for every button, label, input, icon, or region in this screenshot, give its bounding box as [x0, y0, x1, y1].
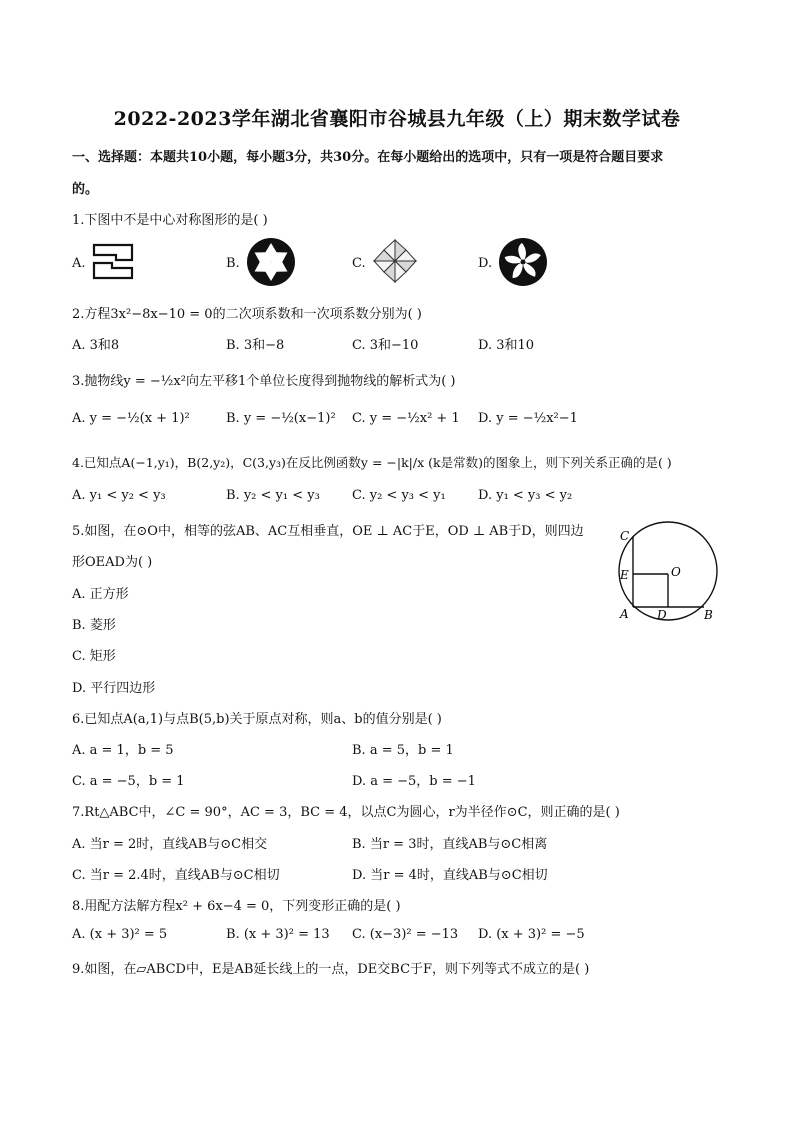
question-8-option-a: A. (x + 3)² = 5: [72, 927, 168, 942]
question-3-option-c: C. y = −½x² + 1: [352, 411, 460, 426]
question-1-option-b-label: B.: [226, 256, 240, 271]
label-d: D: [657, 608, 667, 622]
question-7-option-c: C. 当r = 2.4时，直线AB与⊙C相切: [72, 868, 280, 883]
question-1-option-d-label: D.: [478, 256, 493, 271]
question-6-stem: 6.已知点A(a,1)与点B(5,b)关于原点对称，则a、b的值分别是( ): [72, 712, 442, 727]
question-4-option-d: D. y₁ < y₃ < y₂: [478, 488, 573, 503]
question-8-stem: 8.用配方法解方程x² + 6x−4 = 0，下列变形正确的是( ): [72, 899, 401, 914]
question-5-option-b: B. 菱形: [72, 618, 116, 633]
question-5-option-a: A. 正方形: [72, 587, 129, 602]
option-d-figure: [498, 237, 548, 287]
question-1-stem: 1.下图中不是中心对称图形的是( ): [72, 213, 268, 228]
question-7-option-d: D. 当r = 4时，直线AB与⊙C相切: [352, 868, 548, 883]
question-2-option-b: B. 3和−8: [226, 338, 285, 353]
question-6-option-c: C. a = −5，b = 1: [72, 774, 185, 789]
question-3-option-b: B. y = −½(x−1)²: [226, 411, 336, 426]
question-2-option-c: C. 3和−10: [352, 338, 419, 353]
section-header-line2: 的。: [72, 182, 99, 197]
question-2-stem: 2.方程3x²−8x−10 = 0的二次项系数和一次项系数分别为( ): [72, 307, 422, 322]
question-6-option-d: D. a = −5，b = −1: [352, 774, 476, 789]
question-9-stem: 9.如图，在▱ABCD中，E是AB延长线上的一点，DE交BC于F，则下列等式不成立的是( ): [72, 962, 590, 977]
question-6-option-a: A. a = 1，b = 5: [72, 743, 174, 758]
question-3-option-d: D. y = −½x²−1: [478, 411, 578, 426]
question-5-option-d: D. 平行四边形: [72, 681, 156, 696]
question-5-stem-line1: 5.如图，在⊙O中，相等的弦AB、AC互相垂直，OE ⊥ AC于E，OD ⊥ AB于D，则四边: [72, 524, 584, 539]
question-3-stem: 3.抛物线y = −½x²向左平移1个单位长度得到抛物线的解析式为( ): [72, 374, 456, 389]
question-2-option-d: D. 3和10: [478, 338, 535, 353]
label-o: O: [671, 565, 681, 579]
label-a: A: [620, 607, 629, 621]
option-a-figure: [92, 243, 136, 281]
question-1-option-c-label: C.: [352, 256, 366, 271]
question-4-stem: 4.已知点A(−1,y₁)，B(2,y₂)，C(3,y₃)在反比例函数y = −|k|/x (k是常数)的图象上，则下列关系正确的是( ): [72, 455, 672, 470]
option-c-figure: [372, 238, 418, 284]
label-e: E: [620, 568, 629, 582]
question-2-option-a: A. 3和8: [72, 338, 120, 353]
question-4-option-a: A. y₁ < y₂ < y₃: [72, 488, 166, 503]
question-8-option-d: D. (x + 3)² = −5: [478, 927, 585, 942]
question-3-option-a: A. y = −½(x + 1)²: [72, 411, 190, 426]
question-1-option-a-label: A.: [72, 256, 86, 271]
question-5-stem-line2: 形OEAD为( ): [72, 555, 153, 570]
label-b: B: [704, 608, 713, 622]
label-c: C: [620, 529, 630, 543]
question-5-option-c: C. 矩形: [72, 649, 116, 664]
circle-geometry-figure: [612, 518, 724, 628]
question-8-option-c: C. (x−3)² = −13: [352, 927, 459, 942]
question-7-option-b: B. 当r = 3时，直线AB与⊙C相离: [352, 837, 548, 852]
page-title: 2022-2023学年湖北省襄阳市谷城县九年级（上）期末数学试卷: [113, 108, 681, 130]
question-6-option-b: B. a = 5，b = 1: [352, 743, 454, 758]
question-4-option-b: B. y₂ < y₁ < y₃: [226, 488, 320, 503]
question-4-option-c: C. y₂ < y₃ < y₁: [352, 488, 446, 503]
option-b-figure: [246, 237, 296, 287]
question-8-option-b: B. (x + 3)² = 13: [226, 927, 330, 942]
question-7-stem: 7.Rt△ABC中，∠C = 90°，AC = 3，BC = 4，以点C为圆心，r为半径作⊙C，则正确的是( ): [72, 805, 620, 820]
section-header-line1: 一、选择题：本题共10小题，每小题3分，共30分。在每小题给出的选项中，只有一项是符合题目要求: [72, 150, 664, 165]
question-7-option-a: A. 当r = 2时，直线AB与⊙C相交: [72, 837, 268, 852]
